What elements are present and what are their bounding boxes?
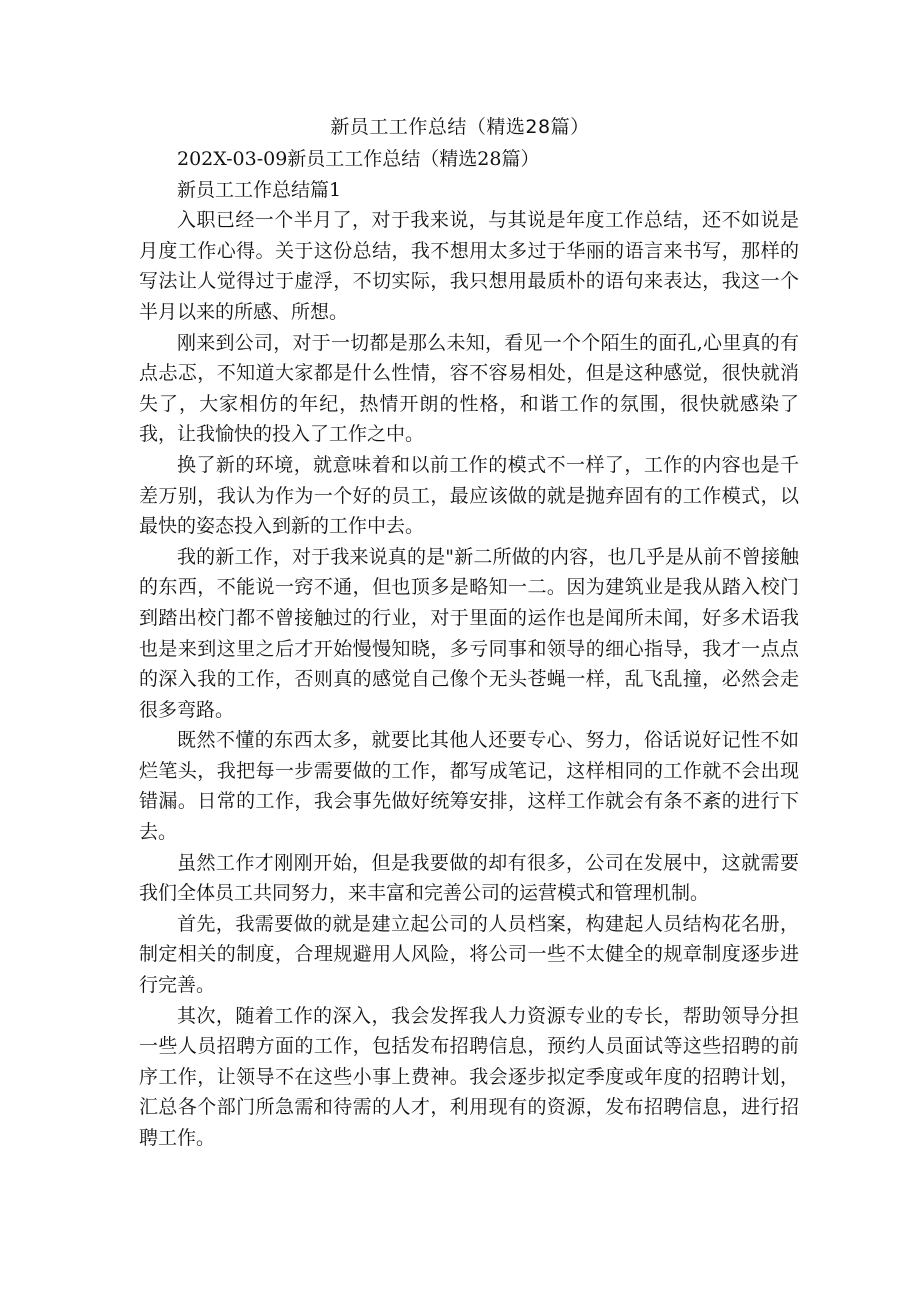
paragraph-5: 既然不懂的东西太多，就要比其他人还要专心、努力，俗话说好记性不如烂笔头，我把每一步需要做的工作，都写成笔记，这样相同的工作就不会出现错漏。日常的工作，我会事先做好统筹安排，这样工作就会有条不紊的进行下去。 <box>139 729 799 844</box>
section-heading: 新员工工作总结篇1 <box>177 178 342 201</box>
paragraph-1: 入职已经一个半月了，对于我来说，与其说是年度工作总结，还不如说是月度工作心得。关于这份总结，我不想用太多过于华丽的语言来书写，那样的写法让人觉得过于虚浮，不切实际，我只想用最质朴的语句来表达，我这一个半月以来的所感、所想。 <box>139 209 799 323</box>
paragraph-2: 刚来到公司，对于一切都是那么未知，看见一个个陌生的面孔,心里真的有点忐忑，不知道大家都是什么性情，容不容易相处，但是这种感觉，很快就消失了，大家相仿的年纪，热情开朗的性格，和谐工作的氛围，很快就感染了我，让我愉快的投入了工作之中。 <box>139 331 799 446</box>
paragraph-4: 我的新工作，对于我来说真的是"新二所做的内容，也几乎是从前不曾接触的东西，不能说一窍不通，但也顶多是略知一二。因为建筑业是我从踏入校门到踏出校门都不曾接触过的行业，对于里面的运作也是闻所未闻，好多术语我也是来到这里之后才开始慢慢知晓，多亏同事和领导的细心指导，我才一点点的深入我的工作，否则真的感觉自己像个无头苍蝇一样，乱飞乱撞，必然会走很多弯路。 <box>139 545 799 721</box>
paragraph-3: 换了新的环境，就意味着和以前工作的模式不一样了，工作的内容也是千差万别，我认为作为一个好的员工，最应该做的就是抛弃固有的工作模式，以最快的姿态投入到新的工作中去。 <box>139 453 799 538</box>
document-body <box>139 144 799 1154</box>
document-title: 新员工工作总结（精选28篇） <box>330 116 590 138</box>
paragraph-8: 其次，随着工作的深入，我会发挥我人力资源专业的专长，帮助领导分担一些人员招聘方面的工作，包括发布招聘信息，预约人员面试等这些招聘的前序工作，让领导不在这些小事上费神。我会逐步拟定季度或年度的招聘计划，汇总各个部门所急需和待需的人才，利用现有的资源，发布招聘信息，进行招聘工作。 <box>139 1004 799 1149</box>
date-line: 202X-03-09新员工工作总结（精选28篇） <box>177 148 540 170</box>
paragraph-7: 首先，我需要做的就是建立起公司的人员档案，构建起人员结构花名册，制定相关的制度，合理规避用人风险，将公司一些不太健全的规章制度逐步进行完善。 <box>139 912 799 997</box>
paragraph-6: 虽然工作才刚刚开始，但是我要做的却有很多，公司在发展中，这就需要我们全体员工共同努力，来丰富和完善公司的运营模式和管理机制。 <box>139 851 799 905</box>
